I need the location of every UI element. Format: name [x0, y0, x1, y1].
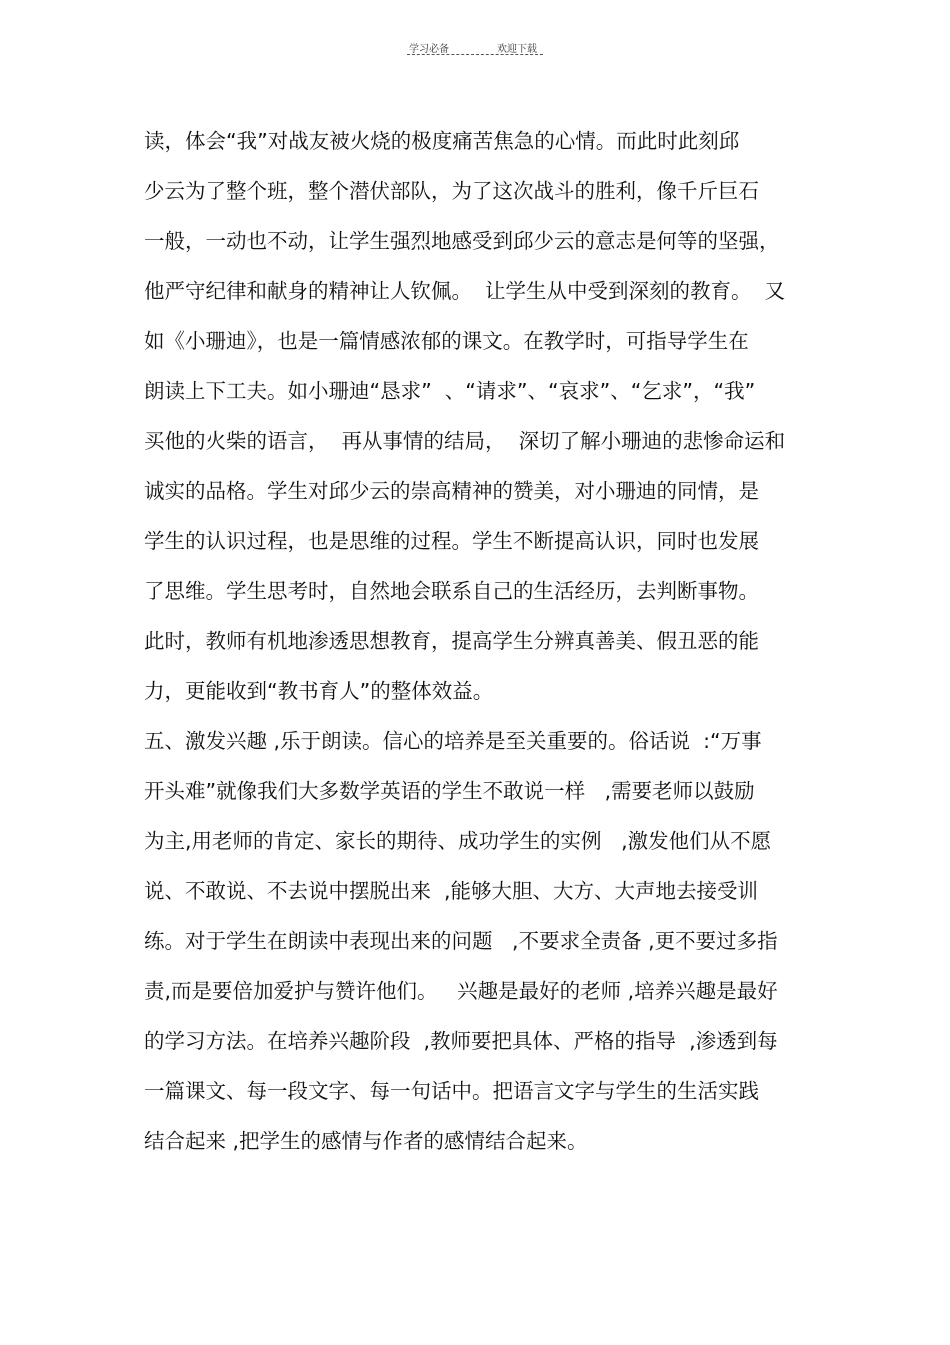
- text-line: 朗读上下工夫。如小珊迪“恳求” 、“请求”、“哀求”、“乞求”，“我”: [144, 379, 756, 403]
- text-line: 开头难”就像我们大多数学英语的学生不敢说一样 ,需要老师以鼓励: [144, 779, 755, 803]
- text-line: 学生的认识过程，也是思维的过程。学生不断提高认识，同时也发展: [144, 529, 759, 553]
- text-line: 诚实的品格。学生对邱少云的崇高精神的赞美，对小珊迪的同情，是: [144, 479, 759, 503]
- text-line: 他严守纪律和献身的精神让人钦佩。 让学生从中受到深刻的教育。 又: [144, 279, 786, 303]
- text-line: 的学习方法。在培养兴趣阶段 ,教师要把具体、严格的指导 ,渗透到每: [144, 1029, 778, 1053]
- text-line: 练。对于学生在朗读中表现出来的问题 ,不要求全责备 ,更不要过多指: [144, 929, 778, 953]
- text-line: 读，体会“我”对战友被火烧的极度痛苦焦急的心情。而此时此刻邱: [144, 129, 740, 153]
- text-line: 如《小珊迪》，也是一篇情感浓郁的课文。在教学时，可指导学生在: [144, 329, 749, 353]
- text-line: 此时，教师有机地渗透思想教育，提高学生分辨真善美、假丑恶的能: [144, 629, 759, 653]
- text-line: 一篇课文、每一段文字、每一句话中。把语言文字与学生的生活实践: [144, 1079, 759, 1103]
- section-heading-line: 五、激发兴趣 ,乐于朗读。信心的培养是至关重要的。俗话说 :“万事: [144, 729, 762, 753]
- header-left-text: 学习必备: [409, 44, 449, 55]
- text-line: 了思维。学生思考时，自然地会联系自己的生活经历，去判断事物。: [144, 579, 759, 603]
- text-line: 力，更能收到“教书育人”的整体效益。: [144, 679, 494, 703]
- text-line: 买他的火柴的语言， 再从事情的结局， 深切了解小珊迪的悲惨命运和: [144, 429, 786, 453]
- text-line: 为主,用老师的肯定、家长的期待、成功学生的实例 ,激发他们从不愿: [144, 829, 772, 853]
- text-line: 少云为了整个班，整个潜伏部队，为了这次战斗的胜利，像千斤巨石: [144, 179, 759, 203]
- text-line: 责,而是要倍加爱护与赞许他们。 兴趣是最好的老师 ,培养兴趣是最好: [144, 979, 778, 1003]
- text-line: 说、不敢说、不去说中摆脱出来 ,能够大胆、大方、大声地去接受训: [144, 879, 759, 903]
- text-line: 结合起来 ,把学生的感情与作者的感情结合起来。: [144, 1129, 588, 1153]
- text-line: 一般，一动也不动，让学生强烈地感受到邱少云的意志是何等的坚强，: [144, 229, 780, 253]
- header-right-text: 欢迎下载: [497, 44, 537, 55]
